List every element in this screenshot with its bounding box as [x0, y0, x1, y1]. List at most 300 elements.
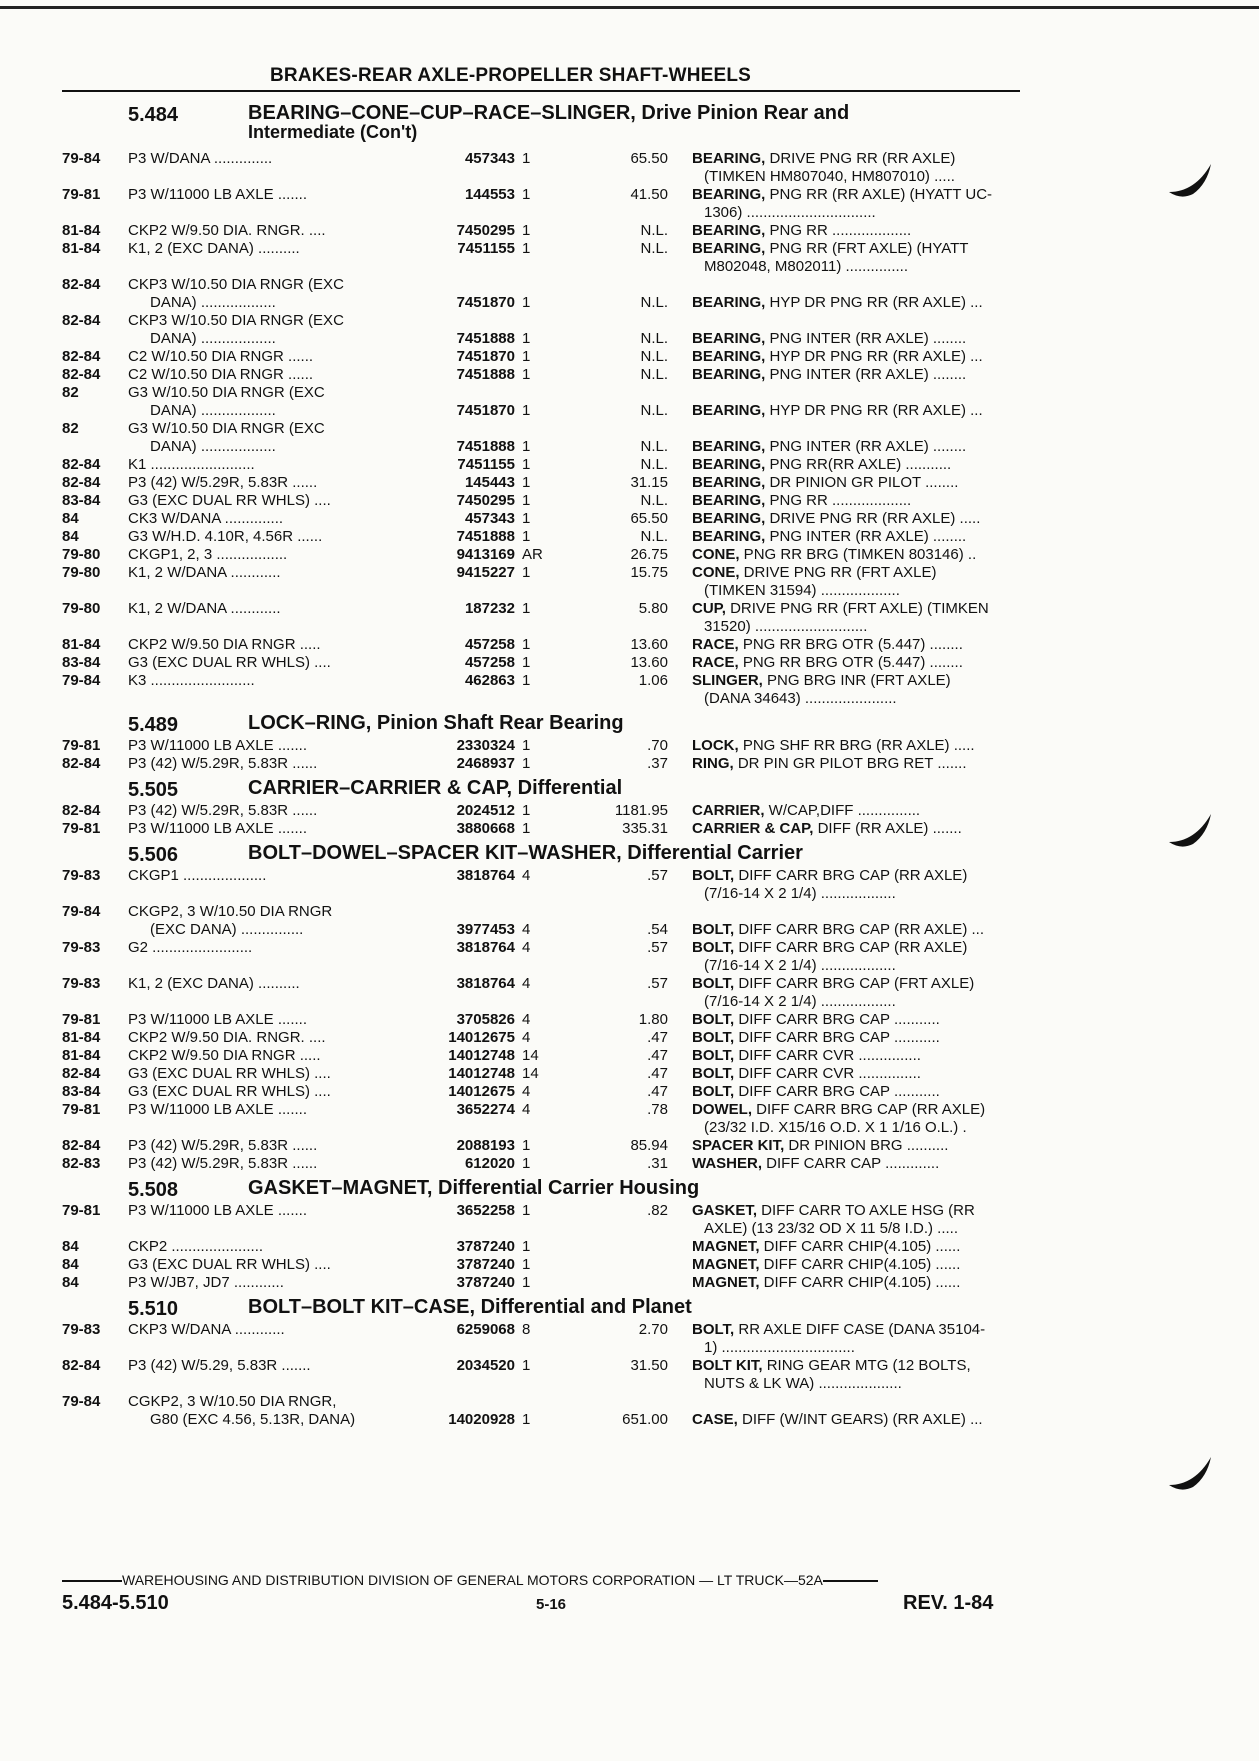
description-text: BOLT KIT, RING GEAR MTG (12 BOLTS,: [692, 1357, 971, 1374]
table-row: [62, 1083, 1022, 1101]
quantity: 1: [522, 528, 531, 545]
list-price: 26.75: [630, 546, 668, 563]
part-number: 3818764: [456, 867, 515, 884]
description-text: SPACER KIT, DR PINION BRG ..........: [692, 1137, 949, 1154]
description-text: BOLT, DIFF CARR BRG CAP (RR AXLE) ...: [692, 921, 984, 938]
part-number: 7451870: [456, 294, 515, 311]
list-price: N.L.: [640, 330, 668, 347]
application-text: P3 W/11000 LB AXLE .......: [128, 737, 307, 754]
model-years: 84: [62, 528, 79, 545]
model-years: 82-84: [62, 456, 101, 473]
description-keyword: WASHER,: [692, 1155, 763, 1172]
list-price: N.L.: [640, 438, 668, 455]
description-keyword: BOLT,: [692, 975, 735, 992]
description: [692, 528, 1022, 546]
list-price: .47: [647, 1065, 668, 1082]
description-continued: AXLE) (13 23/32 OD X 11 5/8 I.D.) .....: [704, 1220, 959, 1237]
part-number: 2330324: [456, 737, 515, 754]
quantity: 1: [522, 348, 531, 365]
description-text: CARRIER & CAP, DIFF (RR AXLE) .......: [692, 820, 962, 837]
section-number: 5.508: [128, 1179, 179, 1201]
model-years: 79-83: [62, 975, 101, 992]
description-text: DOWEL, DIFF CARR BRG CAP (RR AXLE): [692, 1101, 986, 1118]
section-title: [248, 844, 803, 863]
table-row: [62, 366, 1022, 384]
part-number: 7450295: [456, 222, 515, 239]
description-continued: (7/16-14 X 2 1/4) ..................: [704, 993, 896, 1010]
part-number: 462863: [464, 672, 515, 689]
part-number: 14020928: [448, 1411, 515, 1428]
model-years: 82-84: [62, 1137, 101, 1154]
model-years: 79-84: [62, 1393, 101, 1410]
parts-catalog: [62, 104, 1022, 1429]
description: [692, 1256, 1022, 1274]
table-row: [62, 150, 1022, 186]
application-text: P3 W/11000 LB AXLE .......: [128, 1101, 307, 1118]
list-price: .54: [647, 921, 668, 938]
table-row: [62, 186, 1022, 222]
application-text: CKP2 ......................: [128, 1238, 264, 1255]
description-text: CARRIER, W/CAP,DIFF ...............: [692, 802, 921, 819]
section-title-text: BOLT–DOWEL–SPACER KIT–WASHER, Differential Carrier: [248, 842, 803, 864]
table-row: [62, 1155, 1022, 1173]
table-row: [62, 737, 1022, 755]
part-number: 187232: [464, 600, 515, 617]
part-number: 457343: [464, 150, 515, 167]
description: [692, 1065, 1022, 1083]
part-number: 7451888: [456, 528, 515, 545]
footer-revision: REV. 1-84: [903, 1592, 994, 1614]
section-header: [62, 1298, 1022, 1321]
description: [692, 1047, 1022, 1065]
description: [692, 366, 1022, 384]
description: [692, 474, 1022, 492]
description-keyword: BOLT,: [692, 1011, 735, 1028]
quantity: 1: [522, 240, 531, 257]
description-keyword: BEARING,: [692, 348, 766, 365]
description: [692, 492, 1022, 510]
section-title: [248, 1179, 699, 1198]
binder-hole-mark: [1167, 162, 1213, 198]
page-title: BRAKES-REAR AXLE-PROPELLER SHAFT-WHEELS: [270, 65, 752, 86]
description: [692, 150, 1022, 186]
list-price: 5.80: [638, 600, 668, 617]
description-text: BOLT, DIFF CARR BRG CAP (RR AXLE): [692, 867, 968, 884]
quantity: 1: [522, 330, 531, 347]
quantity: 1: [522, 402, 531, 419]
table-row: [62, 1202, 1022, 1238]
part-number: 9415227: [456, 564, 515, 581]
part-number: 3652274: [456, 1101, 515, 1118]
part-number: 457343: [464, 510, 515, 527]
description-text: BEARING, PNG RR ...................: [692, 492, 912, 509]
description: [692, 222, 1022, 240]
table-row: [62, 1321, 1022, 1357]
list-price: 13.60: [630, 636, 668, 653]
application-text: P3 W/DANA ..............: [128, 150, 273, 167]
list-price: 31.15: [630, 474, 668, 491]
description-keyword: BEARING,: [692, 456, 766, 473]
list-price: 651.00: [622, 1411, 668, 1428]
part-number: 7451888: [456, 438, 515, 455]
table-row: [62, 1256, 1022, 1274]
table-row: [62, 420, 1022, 456]
list-price: N.L.: [640, 348, 668, 365]
description-keyword: BOLT,: [692, 1065, 735, 1082]
list-price: .31: [647, 1155, 668, 1172]
model-years: 82-84: [62, 1065, 101, 1082]
model-years: 82-84: [62, 474, 101, 491]
model-years: 81-84: [62, 240, 101, 257]
model-years: 84: [62, 510, 79, 527]
application-text: K1, 2 W/DANA ............: [128, 564, 281, 581]
section-title-text: BEARING–CONE–CUP–RACE–SLINGER, Drive Pinion Rear and: [248, 102, 850, 124]
table-row: [62, 1065, 1022, 1083]
list-price: 15.75: [630, 564, 668, 581]
list-price: .57: [647, 975, 668, 992]
part-number: 144553: [464, 186, 515, 203]
description-continued: 1) ................................: [704, 1339, 855, 1356]
part-number: 457258: [464, 654, 515, 671]
part-number: 3818764: [456, 975, 515, 992]
list-price: 65.50: [630, 510, 668, 527]
quantity: 1: [522, 755, 531, 772]
description-text: BOLT, DIFF CARR CVR ...............: [692, 1065, 921, 1082]
footer-rule-right: [823, 1580, 878, 1582]
model-years: 83-84: [62, 1083, 101, 1100]
section-title: [248, 104, 849, 142]
description-text: MAGNET, DIFF CARR CHIP(4.105) ......: [692, 1256, 961, 1273]
description-text: BEARING, PNG INTER (RR AXLE) ........: [692, 366, 967, 383]
application-text: CKP2 W/9.50 DIA. RNGR. ....: [128, 222, 326, 239]
description-keyword: BOLT,: [692, 939, 735, 956]
application-text: G3 (EXC DUAL RR WHLS) ....: [128, 1065, 331, 1082]
section-number: 5.484: [128, 104, 179, 126]
model-years: 81-84: [62, 1029, 101, 1046]
description-continued: (7/16-14 X 2 1/4) ..................: [704, 885, 896, 902]
description-keyword: BEARING,: [692, 402, 766, 419]
application-text: G3 (EXC DUAL RR WHLS) ....: [128, 654, 331, 671]
quantity: 1: [522, 150, 531, 167]
description: [692, 1411, 1022, 1429]
description-keyword: RACE,: [692, 654, 739, 671]
application-text: P3 W/11000 LB AXLE .......: [128, 186, 307, 203]
table-row: [62, 456, 1022, 474]
part-number: 14012675: [448, 1029, 515, 1046]
application-text: CKGP2, 3 W/10.50 DIA RNGR: [128, 903, 333, 920]
footer-rule-left: [62, 1580, 122, 1582]
list-price: 2.70: [638, 1321, 668, 1338]
section-title-text: LOCK–RING, Pinion Shaft Rear Bearing: [248, 712, 624, 734]
application-text: K1 .........................: [128, 456, 255, 473]
model-years: 82-84: [62, 755, 101, 772]
part-number: 2034520: [456, 1357, 515, 1374]
quantity: 1: [522, 1357, 531, 1374]
description-text: CONE, DRIVE PNG RR (FRT AXLE): [692, 564, 937, 581]
part-number: 14012748: [448, 1047, 515, 1064]
description-keyword: GASKET,: [692, 1202, 758, 1219]
part-number: 7451155: [457, 240, 515, 257]
part-number: 7451888: [456, 366, 515, 383]
description: [692, 867, 1022, 903]
application-continued: DANA) ..................: [150, 294, 276, 311]
application-continued: DANA) ..................: [150, 330, 276, 347]
table-row: [62, 903, 1022, 939]
quantity: 14: [522, 1047, 539, 1064]
description-text: BEARING, HYP DR PNG RR (RR AXLE) ...: [692, 348, 983, 365]
application-text: CGKP2, 3 W/10.50 DIA RNGR,: [128, 1393, 337, 1410]
model-years: 79-81: [62, 1202, 101, 1219]
quantity: 1: [522, 366, 531, 383]
section-title-text: GASKET–MAGNET, Differential Carrier Housing: [248, 1177, 700, 1199]
model-years: 79-83: [62, 1321, 101, 1338]
description-keyword: CASE,: [692, 1411, 738, 1428]
description-text: BOLT, RR AXLE DIFF CASE (DANA 35104-: [692, 1321, 986, 1338]
quantity: 1: [522, 186, 531, 203]
quantity: 8: [522, 1321, 531, 1338]
quantity: 1: [522, 600, 531, 617]
part-number: 7451870: [456, 402, 515, 419]
section-number: 5.505: [128, 779, 179, 801]
description: [692, 1083, 1022, 1101]
description: [692, 348, 1022, 366]
table-row: [62, 492, 1022, 510]
table-row: [62, 1029, 1022, 1047]
description-text: GASKET, DIFF CARR TO AXLE HSG (RR: [692, 1202, 975, 1219]
description-keyword: LOCK,: [692, 737, 739, 754]
footer-page-number: 5-16: [536, 1596, 567, 1613]
model-years: 83-84: [62, 654, 101, 671]
description-text: BEARING, PNG INTER (RR AXLE) ........: [692, 528, 967, 545]
description-keyword: BEARING,: [692, 222, 766, 239]
table-row: [62, 1238, 1022, 1256]
quantity: 4: [522, 867, 531, 884]
table-row: [62, 755, 1022, 773]
application-text: CKGP1, 2, 3 .................: [128, 546, 288, 563]
part-number: 2088193: [456, 1137, 515, 1154]
application-text: P3 W/JB7, JD7 ............: [128, 1274, 284, 1291]
table-row: [62, 240, 1022, 276]
quantity: 4: [522, 921, 531, 938]
description-keyword: BEARING,: [692, 438, 766, 455]
list-price: 85.94: [630, 1137, 668, 1154]
description-continued: (TIMKEN HM807040, HM807010) .....: [704, 168, 955, 185]
application-text: G3 (EXC DUAL RR WHLS) ....: [128, 1256, 331, 1273]
quantity: 1: [522, 474, 531, 491]
quantity: 1: [522, 802, 531, 819]
list-price: .57: [647, 867, 668, 884]
description-keyword: SLINGER,: [692, 672, 763, 689]
description-keyword: DOWEL,: [692, 1101, 752, 1118]
part-number: 14012675: [448, 1083, 515, 1100]
description: [692, 1155, 1022, 1173]
description: [692, 1101, 1022, 1137]
description: [692, 755, 1022, 773]
description-keyword: MAGNET,: [692, 1256, 760, 1273]
application-text: G3 W/H.D. 4.10R, 4.56R ......: [128, 528, 323, 545]
application-text: CKP2 W/9.50 DIA. RNGR. ....: [128, 1029, 326, 1046]
section-header: [62, 844, 1022, 867]
description: [692, 438, 1022, 456]
section-header: [62, 779, 1022, 802]
model-years: 82-84: [62, 276, 101, 293]
description-text: BOLT, DIFF CARR BRG CAP (FRT AXLE): [692, 975, 975, 992]
table-row: [62, 672, 1022, 708]
list-price: .37: [647, 755, 668, 772]
description: [692, 456, 1022, 474]
description-text: BEARING, DRIVE PNG RR (RR AXLE): [692, 150, 956, 167]
description-text: BEARING, PNG INTER (RR AXLE) ........: [692, 438, 967, 455]
description: [692, 1274, 1022, 1292]
description-continued: NUTS & LK WA) ....................: [704, 1375, 902, 1392]
model-years: 79-81: [62, 737, 101, 754]
description: [692, 564, 1022, 600]
description-keyword: BOLT,: [692, 1047, 735, 1064]
application-text: CKP3 W/DANA ............: [128, 1321, 285, 1338]
part-number: 457258: [464, 636, 515, 653]
model-years: 82-84: [62, 366, 101, 383]
description-continued: (23/32 I.D. X15/16 O.D. X 1 1/16 O.L.) .: [704, 1119, 967, 1136]
table-row: [62, 528, 1022, 546]
description-continued: (7/16-14 X 2 1/4) ..................: [704, 957, 896, 974]
list-price: 1.80: [638, 1011, 668, 1028]
description-keyword: BOLT,: [692, 867, 735, 884]
model-years: 82-83: [62, 1155, 101, 1172]
model-years: 82-84: [62, 802, 101, 819]
list-price: .70: [647, 737, 668, 754]
footer-publisher-text: WAREHOUSING AND DISTRIBUTION DIVISION OF GENERAL MOTORS CORPORATION — LT TRUCK—52A: [122, 1572, 823, 1588]
footer-publisher-line: [62, 1572, 1020, 1588]
description-text: BEARING, DR PINION GR PILOT ........: [692, 474, 959, 491]
model-years: 84: [62, 1238, 79, 1255]
quantity: 14: [522, 1065, 539, 1082]
part-number: 2024512: [456, 802, 515, 819]
list-price: N.L.: [640, 222, 668, 239]
description-text: RING, DR PIN GR PILOT BRG RET .......: [692, 755, 967, 772]
part-number: 7451888: [456, 330, 515, 347]
list-price: .57: [647, 939, 668, 956]
part-number: 14012748: [448, 1065, 515, 1082]
model-years: 79-83: [62, 867, 101, 884]
description: [692, 600, 1022, 636]
quantity: 1: [522, 654, 531, 671]
table-row: [62, 1101, 1022, 1137]
description-text: BOLT, DIFF CARR BRG CAP ...........: [692, 1083, 940, 1100]
description-text: BOLT, DIFF CARR BRG CAP ...........: [692, 1029, 940, 1046]
model-years: 81-84: [62, 636, 101, 653]
model-years: 79-84: [62, 672, 101, 689]
description: [692, 672, 1022, 708]
model-years: 79-80: [62, 546, 101, 563]
model-years: 82-84: [62, 1357, 101, 1374]
top-border: [0, 6, 1259, 9]
part-number: 3705826: [456, 1011, 515, 1028]
part-number: 3977453: [456, 921, 515, 938]
section-number: 5.489: [128, 714, 179, 736]
part-number: 7451155: [457, 456, 515, 473]
part-number: 7450295: [456, 492, 515, 509]
quantity: 1: [522, 1256, 531, 1273]
application-text: C2 W/10.50 DIA RNGR ......: [128, 348, 314, 365]
list-price: 41.50: [630, 186, 668, 203]
table-row: [62, 1393, 1022, 1429]
description: [692, 1029, 1022, 1047]
part-number: 3880668: [456, 820, 515, 837]
description-text: BOLT, DIFF CARR BRG CAP (RR AXLE): [692, 939, 968, 956]
model-years: 79-81: [62, 1011, 101, 1028]
part-number: 2468937: [456, 755, 515, 772]
description: [692, 1137, 1022, 1155]
description-keyword: BEARING,: [692, 366, 766, 383]
description-keyword: BEARING,: [692, 474, 766, 491]
model-years: 81-84: [62, 1047, 101, 1064]
quantity: 1: [522, 1411, 531, 1428]
application-text: CKP3 W/10.50 DIA RNGR (EXC: [128, 312, 344, 329]
description: [692, 737, 1022, 755]
description: [692, 186, 1022, 222]
description-text: BEARING, DRIVE PNG RR (RR AXLE) .....: [692, 510, 981, 527]
table-row: [62, 384, 1022, 420]
application-text: CKGP1 ....................: [128, 867, 267, 884]
section-title-text: BOLT–BOLT KIT–CASE, Differential and Planet: [248, 1296, 692, 1318]
table-row: [62, 636, 1022, 654]
list-price: 31.50: [630, 1357, 668, 1374]
table-row: [62, 975, 1022, 1011]
application-text: P3 (42) W/5.29R, 5.83R ......: [128, 1155, 318, 1172]
part-number: 3818764: [456, 939, 515, 956]
part-number: 3652258: [456, 1202, 515, 1219]
model-years: 79-81: [62, 1101, 101, 1118]
model-years: 79-80: [62, 564, 101, 581]
description-text: CUP, DRIVE PNG RR (FRT AXLE) (TIMKEN: [692, 600, 989, 617]
table-row: [62, 802, 1022, 820]
quantity: 1: [522, 1274, 531, 1291]
application-continued: DANA) ..................: [150, 438, 276, 455]
list-price: .47: [647, 1047, 668, 1064]
model-years: 82-84: [62, 312, 101, 329]
model-years: 81-84: [62, 222, 101, 239]
description-keyword: BEARING,: [692, 186, 766, 203]
section-title: [248, 779, 622, 798]
list-price: 13.60: [630, 654, 668, 671]
section-title: [248, 1298, 692, 1317]
application-text: P3 (42) W/5.29R, 5.83R ......: [128, 474, 318, 491]
list-price: .47: [647, 1083, 668, 1100]
section-title: [248, 714, 624, 733]
quantity: 1: [522, 456, 531, 473]
application-text: P3 W/11000 LB AXLE .......: [128, 820, 307, 837]
table-row: [62, 1047, 1022, 1065]
part-number: 6259068: [456, 1321, 515, 1338]
application-text: P3 (42) W/5.29R, 5.83R ......: [128, 802, 318, 819]
description: [692, 1011, 1022, 1029]
list-price: 65.50: [630, 150, 668, 167]
description-text: RACE, PNG RR BRG OTR (5.447) ........: [692, 636, 963, 653]
description-text: MAGNET, DIFF CARR CHIP(4.105) ......: [692, 1274, 961, 1291]
application-text: G3 W/10.50 DIA RNGR (EXC: [128, 420, 325, 437]
table-row: [62, 312, 1022, 348]
description: [692, 802, 1022, 820]
description-keyword: CONE,: [692, 546, 740, 563]
description: [692, 330, 1022, 348]
model-years: 79-84: [62, 903, 101, 920]
description: [692, 1202, 1022, 1238]
section-title-text: CARRIER–CARRIER & CAP, Differential: [248, 777, 623, 799]
description-keyword: BEARING,: [692, 528, 766, 545]
section-title-continued: Intermediate (Con't): [248, 122, 418, 142]
model-years: 79-84: [62, 150, 101, 167]
description-keyword: BOLT,: [692, 1029, 735, 1046]
